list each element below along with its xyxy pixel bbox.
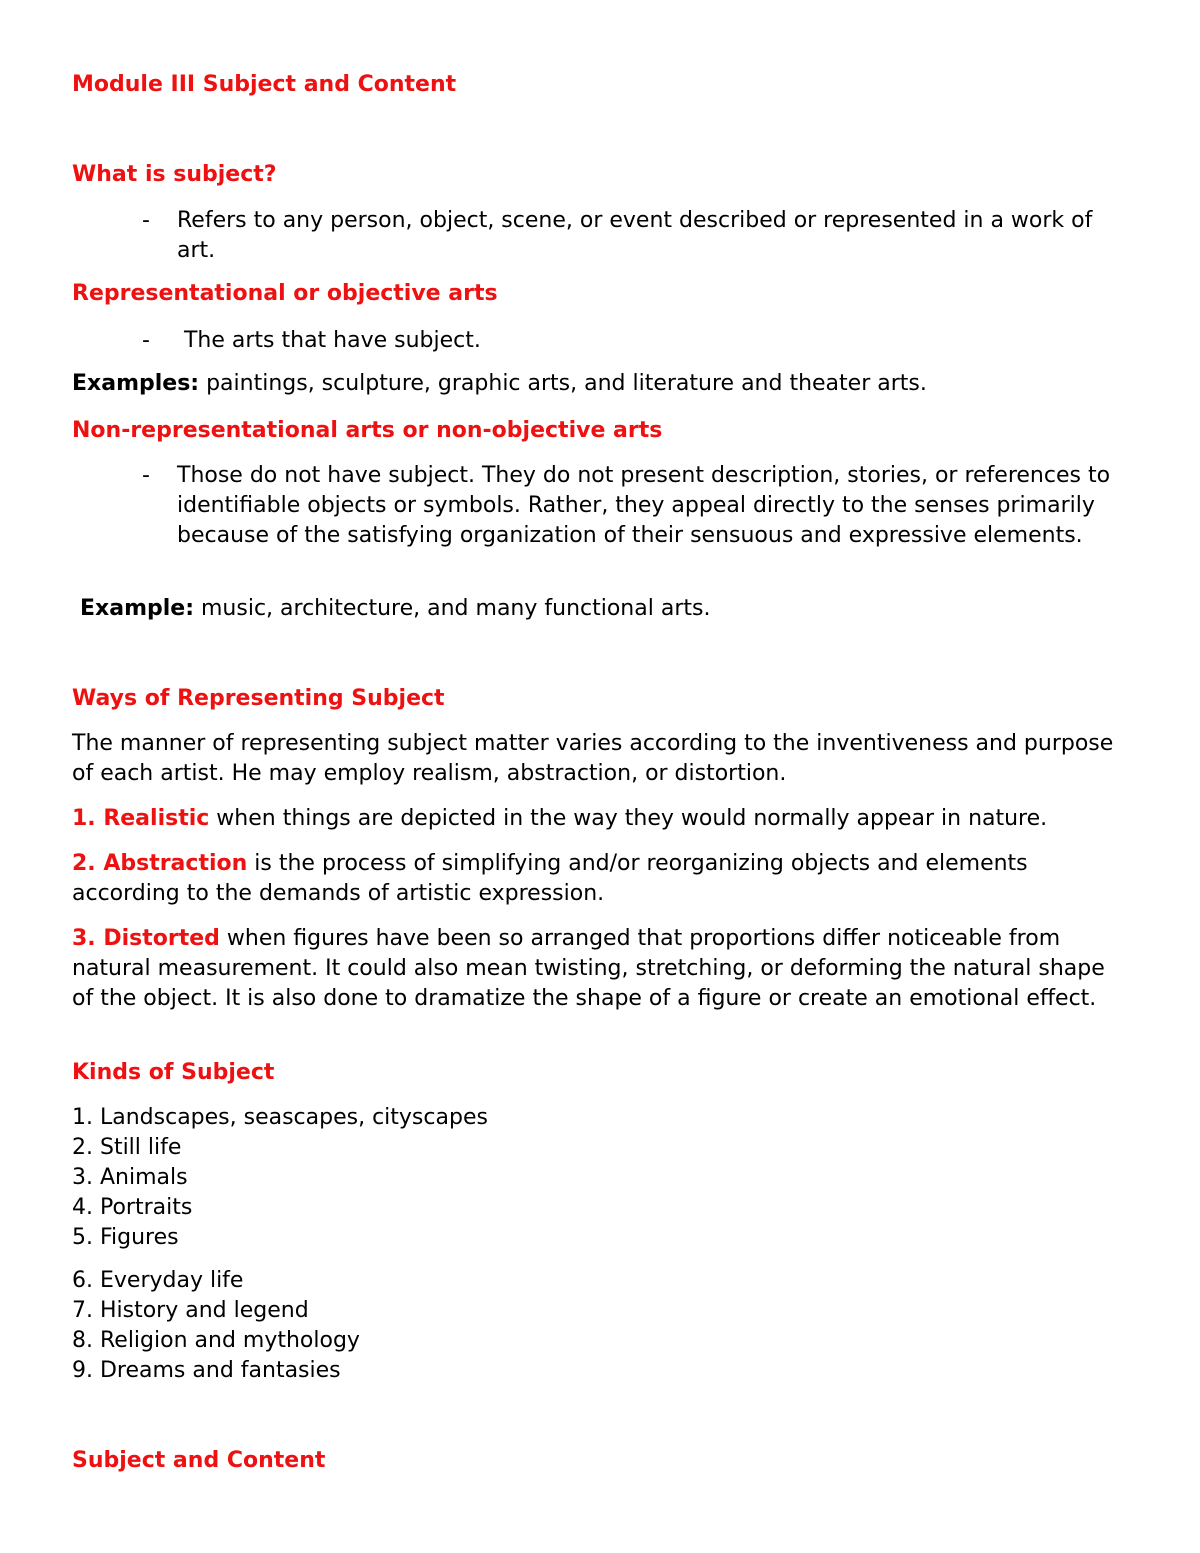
way-label: 2. Abstraction: [72, 851, 248, 876]
kinds-item: 9. Dreams and fantasies: [72, 1358, 341, 1383]
non-representational-heading: Non-representational arts or non-objective arts: [72, 418, 663, 443]
bullet-dash: -: [142, 208, 150, 233]
way-item-realistic: [72, 804, 1132, 834]
example-line: [80, 594, 710, 624]
way-text: is the process of simplifying and/or reorganizing objects and elements according to the demands of artistic expression.: [72, 851, 1028, 906]
kinds-item: 8. Religion and mythology: [72, 1328, 360, 1353]
what-is-subject-bullet: Refers to any person, object, scene, or event described or represented in a work of art.: [177, 208, 1093, 263]
what-is-subject-heading: What is subject?: [72, 162, 277, 187]
examples-line: [72, 369, 927, 399]
example-label: Example:: [80, 596, 194, 621]
way-label: 3. Distorted: [72, 926, 220, 951]
bullet-dash: -: [142, 328, 150, 353]
way-item-distorted: [72, 924, 1132, 1014]
kinds-item: 1. Landscapes, seascapes, cityscapes: [72, 1105, 488, 1130]
way-label: 1. Realistic: [72, 806, 210, 831]
way-item-abstraction: [72, 849, 1132, 909]
bullet-dash: -: [142, 463, 150, 488]
representational-heading: Representational or objective arts: [72, 281, 498, 306]
non-representational-bullet: Those do not have subject. They do not present description, stories, or references to identifiable objects or symbols. Rather, they appeal directly to the senses primarily because of the satisfying organization of their sensuous and expressive elements.: [177, 463, 1111, 548]
example-text: music, architecture, and many functional arts.: [194, 596, 711, 621]
kinds-item: 5. Figures: [72, 1225, 179, 1250]
kinds-item: 6. Everyday life: [72, 1268, 244, 1293]
way-text: when things are depicted in the way they would normally appear in nature.: [209, 806, 1048, 831]
kinds-item: 7. History and legend: [72, 1298, 309, 1323]
kinds-item: 2. Still life: [72, 1135, 182, 1160]
kinds-item: 4. Portraits: [72, 1195, 193, 1220]
representational-bullet: The arts that have subject.: [177, 328, 481, 353]
kinds-heading: Kinds of Subject: [72, 1060, 275, 1085]
module-title: Module III Subject and Content: [72, 72, 457, 97]
subject-and-content-heading: Subject and Content: [72, 1448, 326, 1473]
examples-label: Examples:: [72, 371, 200, 396]
kinds-item: 3. Animals: [72, 1165, 188, 1190]
way-text: when figures have been so arranged that proportions differ noticeable from natural measurement. It could also mean twisting, stretching, or deforming the natural shape of the object. It is also done to dramatize the shape of a figure or create an emotional effect.: [72, 926, 1105, 1011]
examples-text: paintings, sculpture, graphic arts, and literature and theater arts.: [199, 371, 927, 396]
ways-heading: Ways of Representing Subject: [72, 686, 445, 711]
ways-intro: The manner of representing subject matter varies according to the inventiveness and purpose of each artist. He may employ realism, abstraction, or distortion.: [72, 731, 1114, 786]
